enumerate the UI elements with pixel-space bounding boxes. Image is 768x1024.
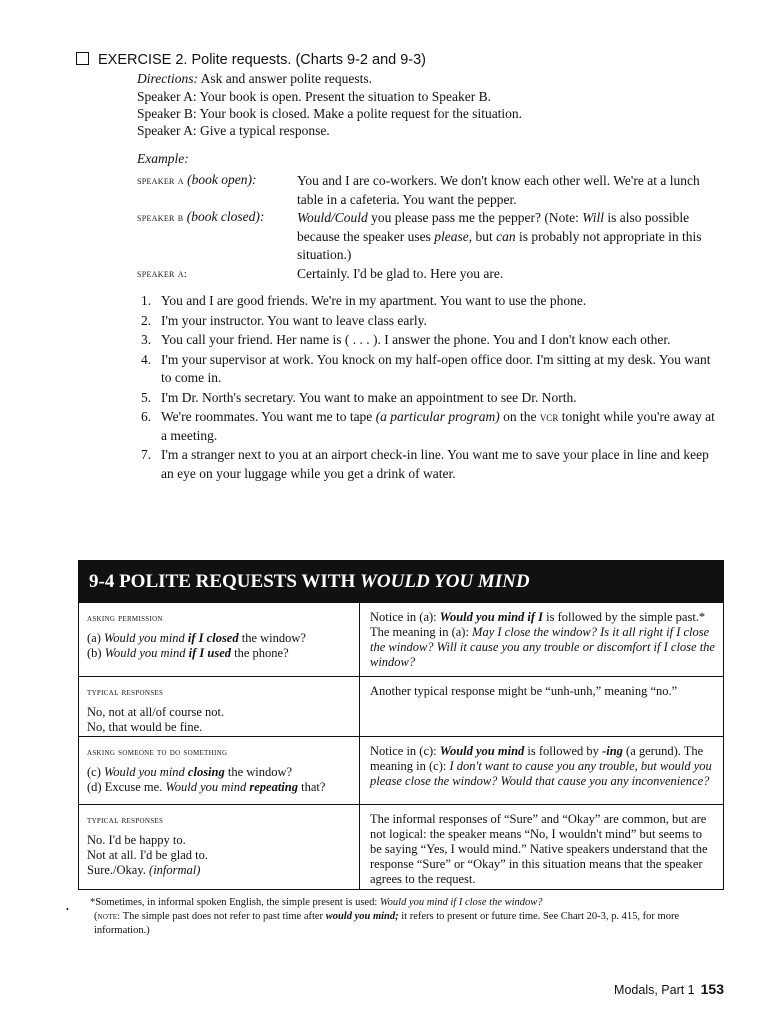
example-text-bold: if I used — [188, 646, 231, 660]
item-text: We're roommates. You want me to tape — [161, 409, 376, 424]
list-item — [141, 292, 721, 311]
example-text: Not at all. I'd be glad to. — [87, 848, 208, 862]
page-footer — [614, 981, 724, 997]
example-text: (a) — [87, 631, 104, 645]
chart-note-text: I don't want to cause you any trouble, but would you please close the window? Would that cause you any inconvenience? — [370, 759, 712, 788]
example-text: No, not at all/of course not. — [87, 705, 225, 719]
b-text-2: you please pass me the pepper? (Note: — [367, 210, 583, 225]
chart-note-text: Would you mind if I — [439, 610, 544, 624]
chart-row-heading: typical responses — [87, 687, 164, 698]
speaker-line: Speaker B: Your book is closed. Make a polite request for the situation. — [137, 106, 523, 121]
footnote-text: The simple past does not refer to past time after — [120, 911, 326, 922]
example-a2-text: Certainly. I'd be glad to. Here you are. — [297, 266, 504, 281]
chart-example-cell — [79, 805, 360, 890]
item-text: on the — [499, 409, 540, 424]
example-text-bold: closing — [187, 765, 225, 779]
chart-example-line — [87, 646, 359, 661]
chart-note-text: is followed by the simple past.* The meaning in (a): — [370, 610, 706, 639]
example-text: (c) — [87, 765, 104, 779]
chart-row — [79, 804, 723, 890]
b-text-5: please, — [434, 228, 473, 244]
example-speaker-a — [137, 172, 257, 188]
chart-example-cell — [79, 603, 360, 676]
example-text-italic: Would you mind — [165, 780, 250, 794]
item-number: 4. — [141, 351, 152, 367]
footnote-text: it refers to present or future time. See Chart 20-3, p. 415, for more information.) — [94, 911, 680, 936]
item-text: I'm a stranger next to you at an airport check-in line. You want me to save your place in line and keep an eye on your luggage while you get a drink of water. — [161, 447, 709, 481]
chart-note-text: (a gerund). The meaning in (c): — [370, 744, 704, 773]
chart-row — [79, 736, 723, 804]
checkbox-icon[interactable] — [76, 52, 89, 65]
item-number: 7. — [141, 447, 152, 462]
chart-row-heading: asking permission — [87, 613, 163, 624]
example-text-italic: Would you mind — [104, 765, 188, 779]
chart-note-cell — [360, 603, 723, 676]
speaker-line: Speaker A: Your book is open. Present the situation to Speaker B. — [137, 89, 491, 104]
chart-note-text: Notice in (a): — [370, 610, 440, 624]
example-text: the window? — [224, 765, 293, 779]
chart-note-text: May I close the window? Is it all right if I close the window? Will it cause you any trouble or discomfort if I close the window? — [370, 625, 715, 669]
chart-note-text: is followed by — [524, 744, 603, 758]
example-speaker-b — [137, 209, 264, 225]
item-number: 5. — [141, 389, 152, 405]
chart-note-text: Notice in (c): — [370, 744, 440, 758]
bullet-dot: • — [66, 905, 69, 914]
item-text: tonight while you're away at a meeting. — [161, 409, 715, 443]
example-b-text — [297, 209, 717, 265]
item-number: 3. — [141, 332, 152, 347]
chart-row-heading: asking someone to do something — [87, 747, 228, 758]
item-number: 1. — [141, 293, 152, 308]
example-text: No, that would be fine. — [87, 720, 203, 734]
example-text-bold: if I closed — [187, 631, 239, 645]
chart-row — [79, 676, 723, 736]
speaker-b-note: (book closed): — [186, 209, 265, 224]
footer-section: Modals, Part 1 — [614, 983, 695, 997]
example-text-italic: Would you mind — [104, 631, 188, 645]
chart-example-line — [87, 863, 359, 878]
list-item — [141, 408, 721, 445]
chart-example-line — [87, 720, 359, 735]
item-text: I'm your supervisor at work. You knock on my half-open office door. I'm sitting at my desk. You want to come in. — [161, 351, 711, 385]
example-text: (d) Excuse me. — [87, 780, 166, 794]
directions — [137, 71, 372, 87]
b-text-1: Would/Could — [297, 210, 368, 225]
example-text: Sure./Okay. — [87, 863, 150, 877]
chart-note-text: The informal responses of “Sure” and “Okay” are common, but are not logical: the speaker means “No, I wouldn't mind” but seems to be saying “Yes, I would mind.” Native speakers understand that the response “Sure” or “Okay” in this situation means that the speaker agrees to the request. — [370, 812, 708, 886]
item-text-italic: (a particular program) — [375, 409, 500, 424]
speaker-a-label: speaker a — [137, 175, 184, 187]
item-text-vcr: vcr — [539, 409, 559, 424]
item-text: You and I are good friends. We're in my apartment. You want to use the phone. — [161, 293, 587, 308]
chart-note-cell — [360, 805, 723, 890]
directions-text: Ask and answer polite requests. — [200, 71, 372, 86]
item-text: You call your friend. Her name is ( . . . ). I answer the phone. You and I don't know each other. — [161, 332, 671, 347]
example-text: that? — [297, 780, 326, 794]
example-speaker-a2 — [137, 265, 187, 281]
speaker-line: Speaker A: Give a typical response. — [137, 123, 330, 138]
chart-example-line — [87, 765, 359, 780]
page-number: 153 — [700, 981, 724, 997]
chart-note-cell — [360, 677, 723, 736]
chart-title-italic: WOULD YOU MIND — [360, 571, 530, 592]
chart-row — [79, 602, 723, 676]
chart-note-text: -ing — [602, 744, 623, 758]
item-text: I'm your instructor. You want to leave class early. — [161, 312, 427, 328]
exercise-items — [141, 292, 721, 484]
b-text-6: but — [472, 228, 497, 244]
directions-label: Directions: — [137, 71, 198, 86]
chart-example-line — [87, 705, 359, 720]
b-text-4: is also possible because the speaker uses — [297, 210, 690, 244]
exercise-title-text: EXERCISE 2. Polite requests. (Charts 9-2 and 9-3) — [98, 52, 427, 68]
example-text: the window? — [238, 631, 306, 645]
item-text: I'm Dr. North's secretary. You want to make an appointment to see Dr. North. — [161, 389, 577, 405]
list-item — [141, 331, 721, 350]
chart-example-cell — [79, 677, 360, 736]
chart-title — [79, 561, 723, 602]
chart-example-line — [87, 631, 359, 646]
footnote-note-label: note: — [97, 912, 121, 922]
b-text-7: can — [496, 228, 516, 244]
exercise-title — [76, 52, 426, 68]
chart-example-line — [87, 780, 359, 795]
example-a-text: You and I are co-workers. We don't know each other well. We're at a lunch table in a cafeteria. You want the pepper. — [297, 173, 700, 207]
example-text-italic: (informal) — [149, 863, 201, 877]
chart-note-text: Would you mind — [439, 744, 525, 758]
example-text-italic: Would you mind — [104, 646, 189, 660]
list-item — [141, 446, 721, 483]
item-number: 6. — [141, 409, 152, 424]
footnote-line-2: (note: The simple past does not refer to past time after would you mind; it refers to present or future time. See Chart 20-3, p. 415, for more information.) — [94, 911, 680, 936]
footnote — [90, 896, 730, 938]
chart-example-line — [87, 848, 359, 863]
footnote-text: *Sometimes, in informal spoken English, the simple present is used: — [90, 897, 380, 908]
list-item — [141, 389, 721, 408]
chart-title-plain: 9-4 POLITE REQUESTS WITH — [89, 571, 361, 592]
item-number: 2. — [141, 312, 152, 328]
footnote-line-1 — [90, 896, 730, 910]
footnote-text-italic: Would you mind if I close the window? — [379, 897, 543, 908]
chart-note-cell — [360, 737, 723, 804]
chart-note-text: Another typical response might be “unh-unh,” meaning “no.” — [370, 684, 678, 698]
chart-row-heading: typical responses — [87, 815, 164, 826]
list-item — [141, 351, 721, 388]
chart-example-line — [87, 833, 359, 848]
speaker-a2-label: speaker a: — [137, 268, 188, 280]
chart-example-cell — [79, 737, 360, 804]
example-label: Example: — [137, 151, 189, 166]
speaker-b-label: speaker b — [137, 212, 184, 224]
list-item — [141, 312, 721, 331]
b-text-8: is probably not appropriate in this situation.) — [297, 228, 702, 262]
footnote-text-bold: would you mind; — [325, 911, 399, 922]
example-text-bold: repeating — [249, 780, 298, 794]
example-text: the phone? — [231, 646, 289, 660]
example-text: No. I'd be happy to. — [87, 833, 186, 847]
example-text: (b) — [87, 646, 105, 660]
speaker-a-note: (book open): — [187, 172, 257, 187]
grammar-chart — [78, 560, 724, 890]
b-text-3: Will — [582, 210, 604, 225]
